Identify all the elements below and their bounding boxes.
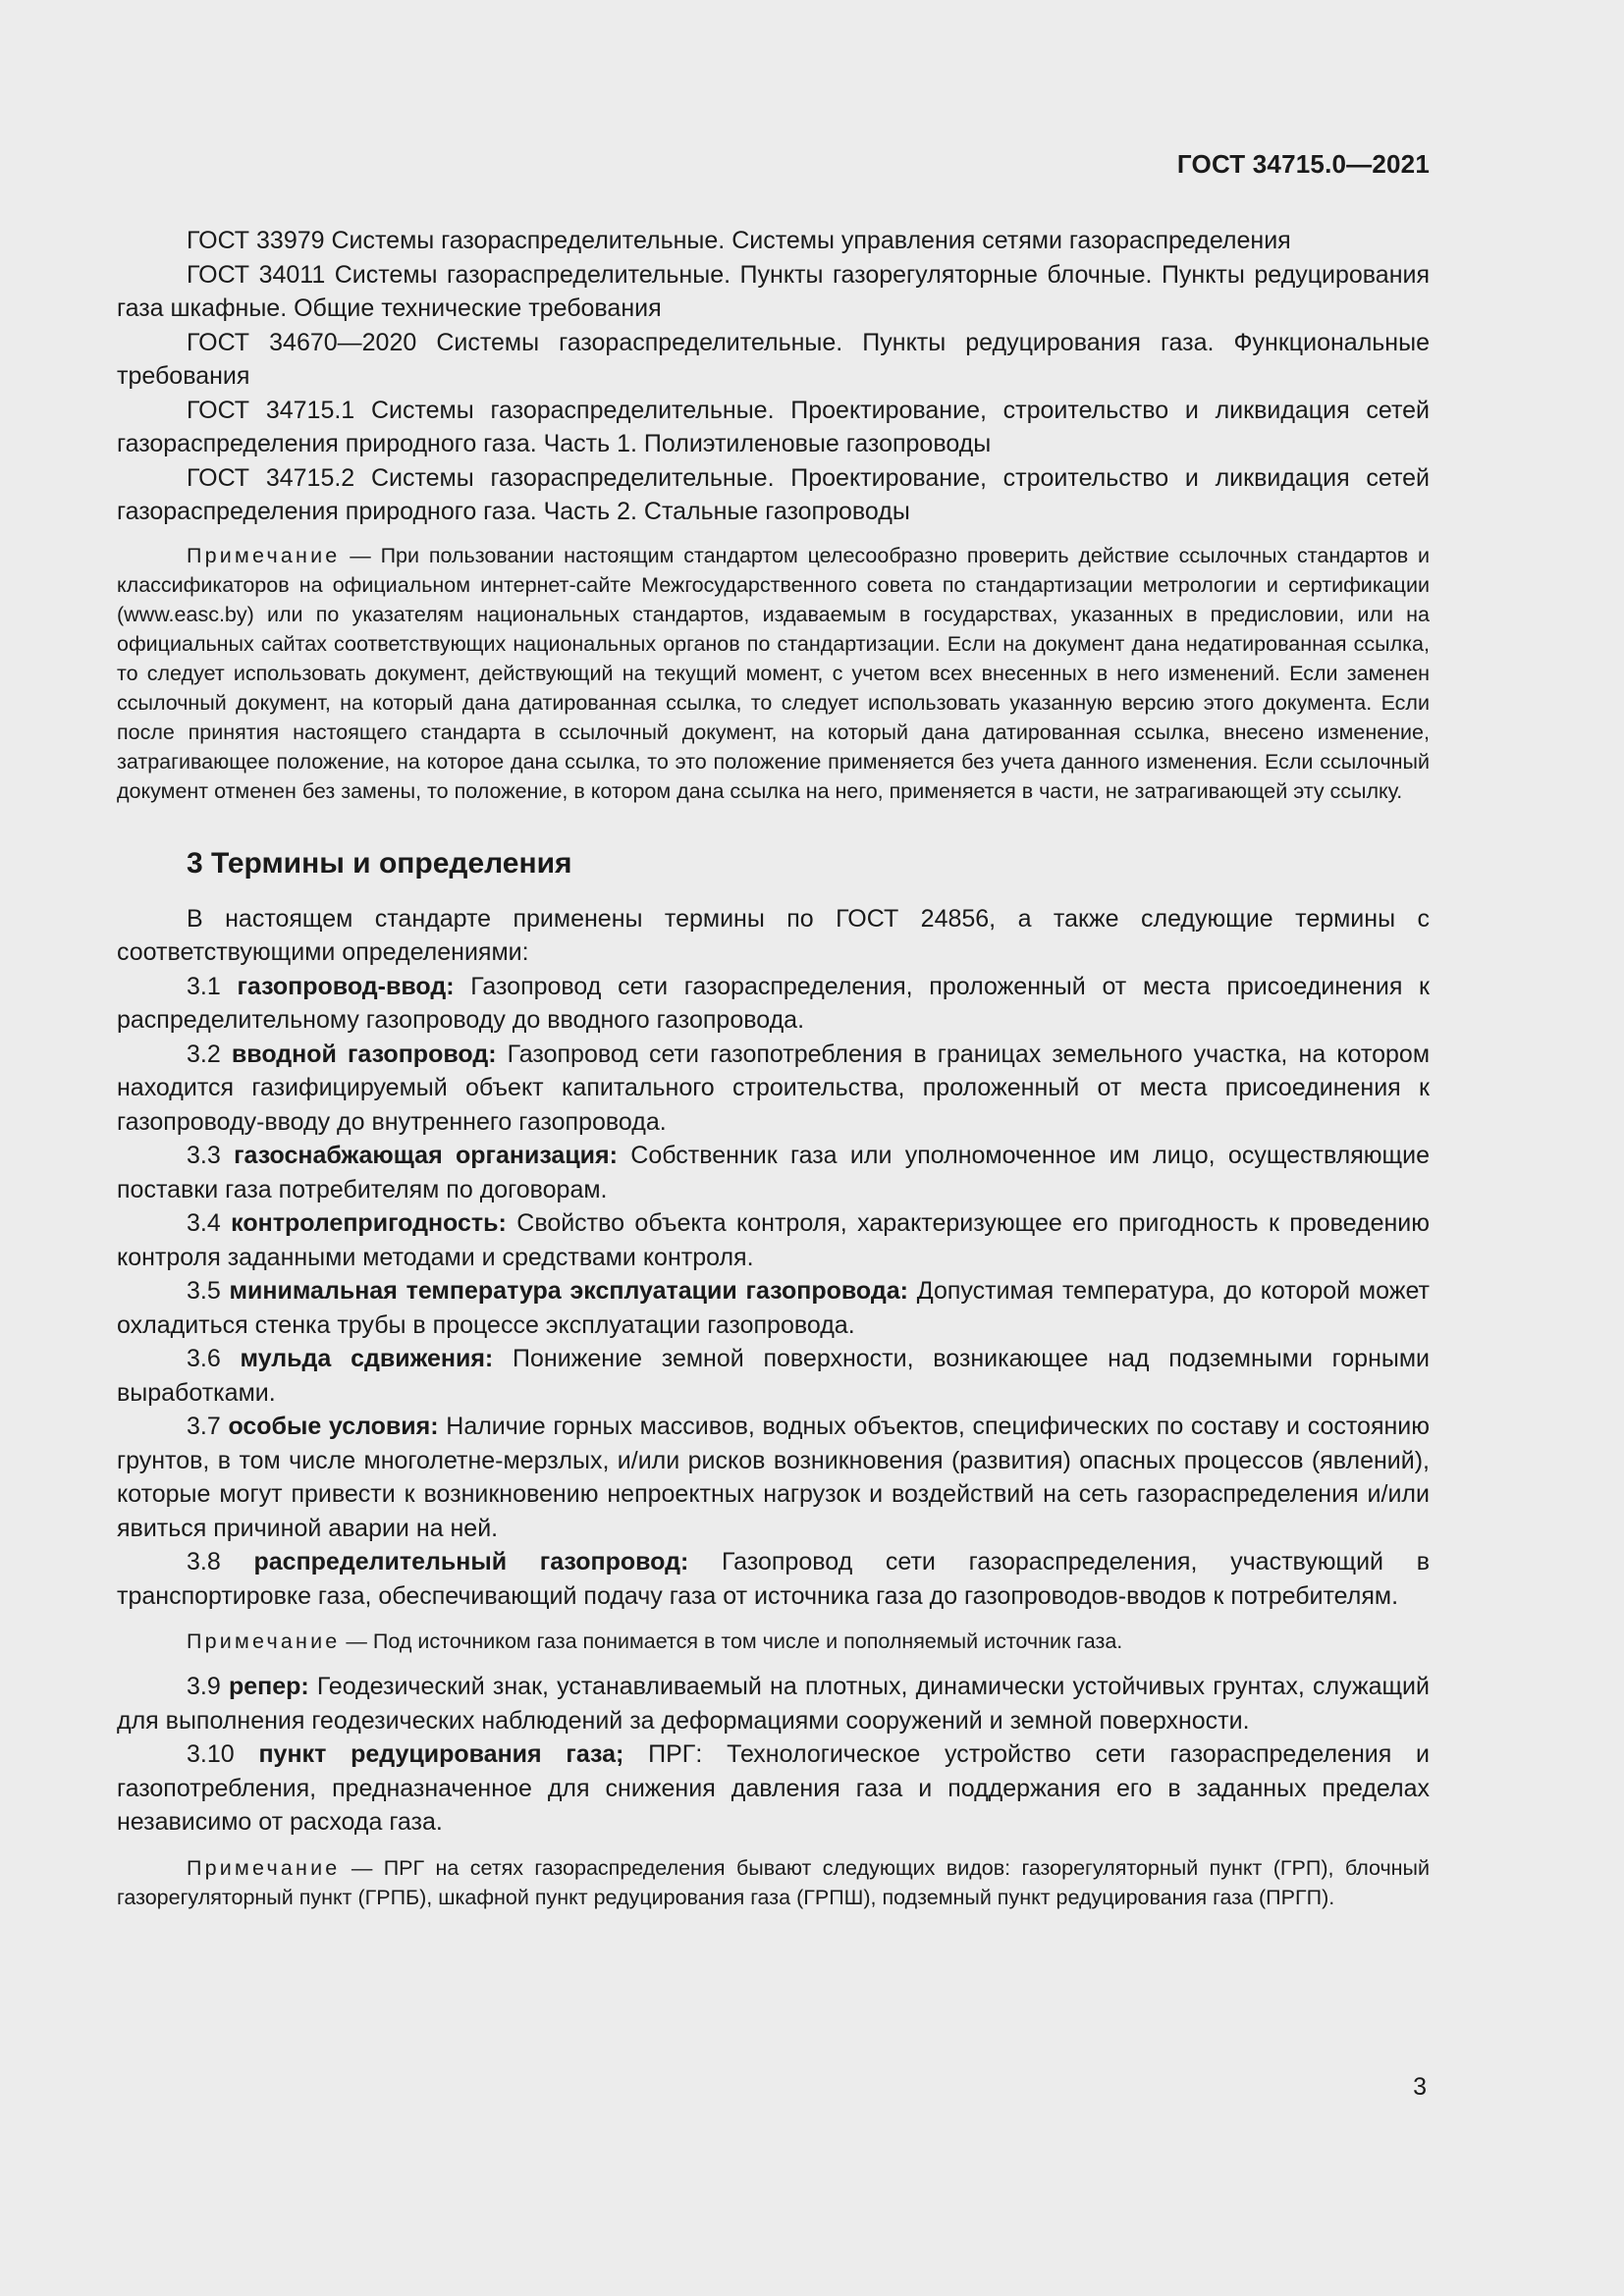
term-num: 3.6: [187, 1345, 241, 1372]
term-def: ПРГ: Технологическое устройство сети газораспределения и газопотребления, предназначенное для снижения давления газа и поддержания его в заданных пределах независимо от расхода газа.: [117, 1740, 1431, 1836]
term-num: 3.7: [187, 1413, 229, 1440]
section-title: 3 Термины и определения: [187, 846, 572, 880]
term-def: Наличие горных массивов, водных объектов, специфических по составу и состоянию грунтов, в том числе многолетне-мерзлых, и/или рисков возникновения (развития) опасных процессов (явлений), которые могут привести к возникновению непроектных нагрузок и воздействий на сеть газораспределения и/или явиться причиной аварии на ней.: [117, 1413, 1431, 1542]
term-3-3: [117, 1139, 1430, 1206]
term-name: пункт редуцирования газа;: [258, 1740, 624, 1768]
term-def: Геодезический знак, устанавливаемый на плотных, динамически устойчивых грунтах, служащий для выполнения геодезических наблюдений за деформациями сооружений и земной поверхности.: [117, 1673, 1430, 1735]
term-num: 3.4: [187, 1209, 232, 1237]
term-def: Собственник газа или уполномоченное им лицо, осуществляющие поставки газа потребителям по договорам.: [117, 1142, 1430, 1203]
term-3-10: [117, 1737, 1430, 1840]
term-name: особые условия:: [228, 1413, 439, 1440]
term-num: 3.9: [187, 1673, 229, 1700]
term-name: минимальная температура эксплуатации газопровода:: [229, 1277, 908, 1305]
note-text: — Под источником газа понимается в том числе и пополняемый источник газа.: [340, 1629, 1123, 1653]
term-num: 3.10: [187, 1740, 259, 1768]
section-intro: В настоящем стандарте применены термины по ГОСТ 24856, а также следующие термины с соответствующими определениями:: [117, 904, 1430, 966]
note-references: [117, 541, 1430, 806]
ref-gost-34670: ГОСТ 34670—2020 Системы газораспределительные. Пункты редуцирования газа. Функциональные требования: [117, 328, 1430, 390]
term-def: Газопровод сети газораспределения, проложенный от места присоединения к распределительному газопроводу до вводного газопровода.: [117, 972, 1430, 1034]
term-3-8: [117, 1545, 1430, 1613]
note-text: — При пользовании настоящим стандартом целесообразно проверить действие ссылочных стандартов и классификаторов на официальном интернет-сайте Межгосударственного совета по стандартизации метрологии и сертификации (www.easc.by) или по указателям национальных стандартов, издаваемым в государствах, указанных в предисловии, или на официальных сайтах соответствующих национальных органов по стандартизации. Если на документ дана недатированная ссылка, то следует использовать документ, действующий на текущий момент, с учетом всех внесенных в него изменений. Если заменен ссылочный документ, на который дана датированная ссылка, то следует использовать указанную версию этого документа. Если после принятия настоящего стандарта в ссылочный документ, на который дана датированная ссылка, внесено изменение, затрагивающее положение, на которое дана ссылка, то это положение применяется без учета данного изменения. Если ссылочный документ отменен без замены, то положение, в котором дана ссылка на него, применяется в части, не затрагивающей эту ссылку.: [117, 543, 1430, 803]
term-3-4: [117, 1206, 1430, 1274]
term-name: газопровод-ввод:: [237, 972, 455, 1000]
term-name: вводной газопровод:: [231, 1040, 497, 1068]
term-def: Газопровод сети газораспределения, участвующий в транспортировке газа, обеспечивающий подачу газа от источника газа до газопроводов-вводов к потребителям.: [117, 1548, 1430, 1610]
doc-header-code: ГОСТ 34715.0—2021: [1176, 149, 1430, 179]
section-heading-wrap: [117, 847, 1430, 881]
term-3-5: [117, 1274, 1430, 1342]
page-content: [117, 224, 1430, 1926]
term-3-9: [117, 1670, 1430, 1737]
term-name: репер:: [228, 1673, 309, 1700]
term-name: мульда сдвижения:: [240, 1345, 494, 1372]
note-prg-types: [117, 1853, 1430, 1912]
term-name: газоснабжающая организация:: [234, 1142, 618, 1169]
note-label: Примечание: [187, 543, 341, 567]
term-3-6: [117, 1342, 1430, 1410]
ref-gost-34715-2: ГОСТ 34715.2 Системы газораспределительные. Проектирование, строительство и ликвидация сетей газораспределения природного газа. Часть 2. Стальные газопроводы: [117, 463, 1430, 525]
term-name: контролепригодность:: [231, 1209, 507, 1237]
term-num: 3.2: [187, 1040, 232, 1068]
term-3-2: [117, 1038, 1430, 1140]
note-gas-source: [117, 1627, 1430, 1656]
ref-gost-33979: ГОСТ 33979 Системы газораспределительные. Системы управления сетями газораспределения: [187, 227, 1291, 254]
note-text: — ПРГ на сетях газораспределения бывают следующих видов: газорегуляторный пункт (ГРП), блочный газорегуляторный пункт (ГРПБ), шкафной пункт редуцирования газа (ГРПШ), подземный пункт редуцирования газа (ПРГП).: [117, 1855, 1430, 1909]
term-3-1: [117, 970, 1430, 1038]
term-def: Допустимая температура, до которой может охладиться стенка трубы в процессе эксплуатации газопровода.: [117, 1277, 1430, 1339]
term-def: Газопровод сети газопотребления в границах земельного участка, на котором находится газифицируемый объект капитального строительства, проложенный от места присоединения к газопроводу-вводу до внутреннего газопровода.: [117, 1040, 1431, 1136]
term-def: Свойство объекта контроля, характеризующее его пригодность к проведению контроля заданными методами и средствами контроля.: [117, 1209, 1430, 1271]
note-label: Примечание: [187, 1629, 341, 1653]
term-name: распределительный газопровод:: [253, 1548, 689, 1575]
term-num: 3.8: [187, 1548, 254, 1575]
term-num: 3.1: [187, 972, 238, 1000]
note-label: Примечание: [187, 1855, 341, 1880]
term-num: 3.3: [187, 1142, 235, 1169]
ref-gost-34011: ГОСТ 34011 Системы газораспределительные. Пункты газорегуляторные блочные. Пункты редуцирования газа шкафные. Общие технические требования: [117, 260, 1430, 322]
term-num: 3.5: [187, 1277, 230, 1305]
term-def: Понижение земной поверхности, возникающее над подземными горными выработками.: [117, 1345, 1430, 1407]
term-3-7: [117, 1410, 1430, 1545]
ref-gost-34715-1: ГОСТ 34715.1 Системы газораспределительные. Проектирование, строительство и ликвидация сетей газораспределения природного газа. Часть 1. Полиэтиленовые газопроводы: [117, 396, 1430, 457]
page-number: 3: [1413, 2073, 1427, 2101]
